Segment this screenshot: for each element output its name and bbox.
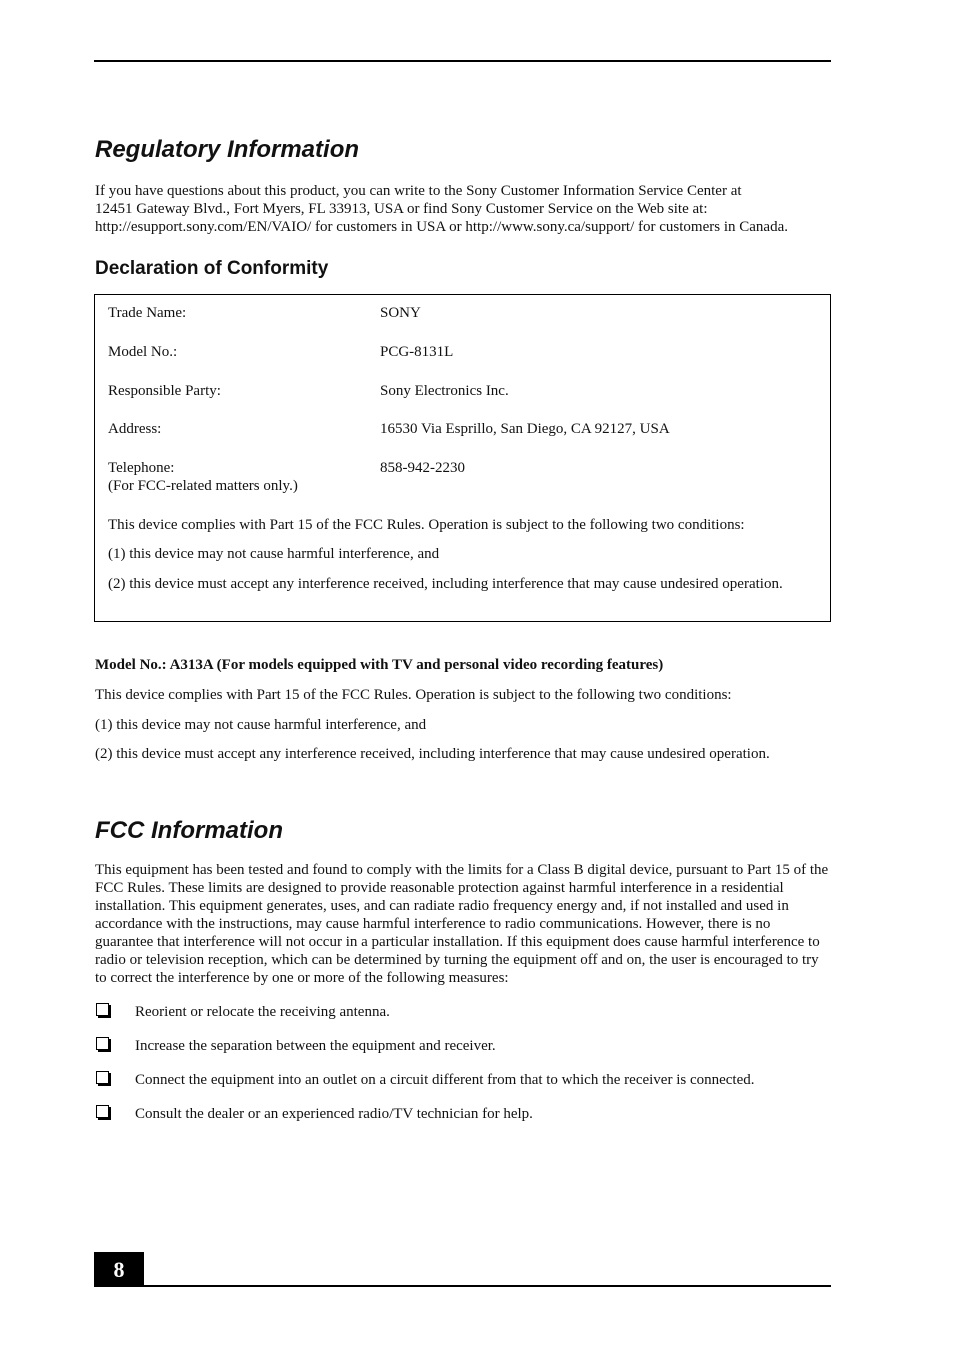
intro-line: If you have questions about this product, you can write to the Sony Customer Information Service Center at	[95, 183, 742, 199]
conformity-heading: Declaration of Conformity	[95, 258, 329, 279]
measure-text: Connect the equipment into an outlet on a circuit different from that to which the receiver is connected.	[135, 1072, 755, 1088]
telephone-note: (For FCC-related matters only.)	[108, 478, 298, 494]
condition-2: (2) this device must accept any interference received, including interference that may cause undesired operation.	[108, 576, 783, 592]
checkbox-icon	[96, 1003, 109, 1016]
top-rule	[94, 60, 831, 62]
intro-line: 12451 Gateway Blvd., Fort Myers, FL 33913, USA or find Sony Customer Service on the Web site at:	[95, 201, 708, 217]
condition-1: (1) this device may not cause harmful interference, and	[108, 546, 440, 562]
bottom-rule	[94, 1285, 831, 1287]
row-label: Telephone:	[108, 460, 175, 476]
model-condition-1: (1) this device may not cause harmful interference, and	[95, 717, 427, 733]
row-label: Trade Name:	[108, 305, 187, 321]
checkbox-icon	[96, 1037, 109, 1050]
compliance-text: This device complies with Part 15 of the FCC Rules. Operation is subject to the following two conditions:	[108, 517, 745, 533]
model-condition-2: (2) this device must accept any interference received, including interference that may cause undesired operation.	[95, 746, 770, 762]
measure-text: Consult the dealer or an experienced radio/TV technician for help.	[135, 1106, 533, 1122]
model-heading: Model No.: A313A (For models equipped with TV and personal video recording features)	[95, 657, 664, 673]
conformity-box	[94, 294, 831, 622]
row-value: 858-942-2230	[380, 460, 465, 476]
regulatory-title: Regulatory Information	[95, 136, 360, 163]
row-value: SONY	[380, 305, 421, 321]
row-label: Responsible Party:	[108, 383, 221, 399]
row-value: Sony Electronics Inc.	[380, 383, 509, 399]
fcc-title: FCC Information	[95, 817, 283, 844]
row-label: Model No.:	[108, 344, 178, 360]
measure-text: Reorient or relocate the receiving antenna.	[135, 1004, 390, 1020]
row-value: 16530 Via Esprillo, San Diego, CA 92127, USA	[380, 421, 670, 437]
measure-text: Increase the separation between the equipment and receiver.	[135, 1038, 496, 1054]
row-label: Address:	[108, 421, 162, 437]
checkbox-icon	[96, 1105, 109, 1118]
fcc-paragraph: This equipment has been tested and found to comply with the limits for a Class B digital device, pursuant to Part 15 of the FCC Rules. These limits are designed to provide reasonable protection against harmful interference in a residential installation. This equipment generates, uses, and can radiate radio frequency energy and, if not installed and used in accordance with the instructions, may cause harmful interference to radio communications. However, there is no guarantee that interference will not occur in a particular installation. If this equipment does cause harmful interference to radio or television reception, which can be determined by turning the equipment off and on, the user is encouraged to try to correct the interference by one or more of the following measures:	[95, 862, 829, 986]
intro-line: http://esupport.sony.com/EN/VAIO/ for customers in USA or http://www.sony.ca/support/ for customers in Canada.	[95, 219, 788, 235]
intro-paragraph	[95, 182, 835, 236]
model-compliance: This device complies with Part 15 of the FCC Rules. Operation is subject to the following two conditions:	[95, 687, 732, 703]
row-value: PCG-8131L	[380, 344, 454, 360]
checkbox-icon	[96, 1071, 109, 1084]
page-number: 8	[94, 1252, 144, 1287]
